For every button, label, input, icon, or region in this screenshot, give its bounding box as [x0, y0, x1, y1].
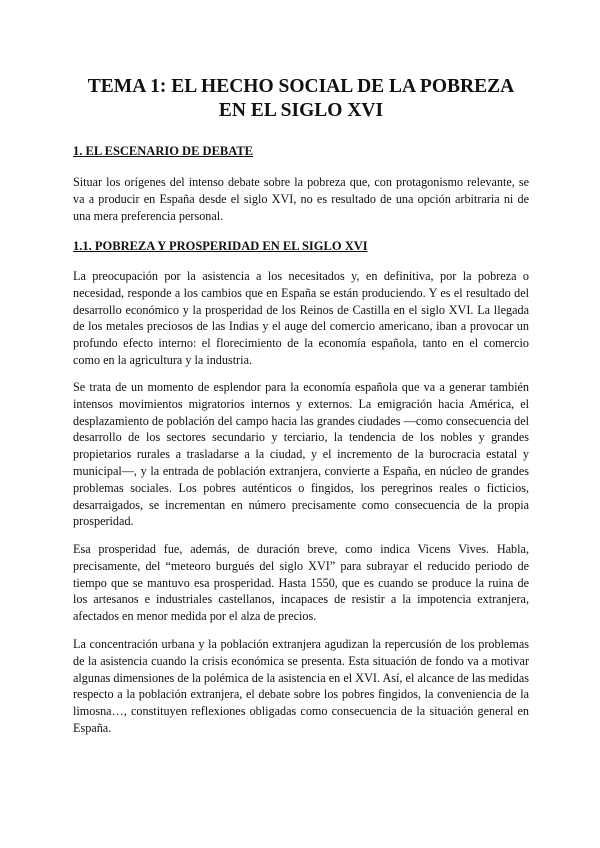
body-paragraph: La preocupación por la asistencia a los necesitados y, en definitiva, por la pobreza o necesidad, responde a los cambios que en España se están produciendo. Y es el resultado del desarrollo económico y la prosperidad de los Reinos de Castilla en el siglo XVI. La llegada de los metales preciosos de las Indias y el auge del comercio americano, iban a provocar un profundo efecto interno: el florecimiento de la economía española, tanto en el comercio como en la agricultura y la industria. — [73, 269, 529, 367]
intro-paragraph: Situar los orígenes del intenso debate sobre la pobreza que, con protagonismo relevante, se va a producir en España desde el siglo XVI, no es resultado de una opción arbitraria ni de una mera preferencia personal. — [73, 175, 529, 223]
body-paragraph: Esa prosperidad fue, además, de duración breve, como indica Vicens Vives. Habla, precisamente, del “meteoro burgués del siglo XVI” para subrayar el reducido periodo de tiempo que se mantuvo esa prosperidad. Hasta 1550, que es cuando se produce la ruina de los artesanos e industriales castellanos, incapaces de resistir a la impotencia extranjera, afectados en menor medida por el alza de precios. — [73, 542, 529, 624]
section-heading: 1. EL ESCENARIO DE DEBATE — [73, 144, 254, 158]
body-paragraph: La concentración urbana y la población extranjera agudizan la repercusión de los problemas de la asistencia cuando la crisis económica se presenta. Esta situación de fondo va a motivar algunas dimensiones de la polémica de la asistencia en el XVI. Así, el alcance de las medidas respecto a la población extranjera, el debate sobre los pobres fingidos, la conveniencia de la limosna…, constituyen reflexiones obligadas como consecuencia de la situación general en España. — [73, 637, 529, 735]
subsection-heading: 1.1. POBREZA Y PROSPERIDAD EN EL SIGLO XVI — [73, 239, 368, 253]
body-paragraph: Se trata de un momento de esplendor para la economía española que va a generar también intensos movimientos migratorios internos y externos. La emigración hacia América, el desplazamiento de población del campo hacia las grandes ciudades —como consecuencia del desarrollo de los sectores secundario y terciario, la tendencia de los nobles y grandes propietarios rurales a trasladarse a la ciudad, y el incremento de la burocracia estatal y municipal—, y la entrada de población extranjera, convierte a España, en núcleo de grandes problemas sociales. Los pobres auténticos o fingidos, los peregrinos reales o ficticios, desarraigados, se incrementan en número precisamente como consecuencia de la propia prosperidad. — [73, 380, 529, 529]
document-title: TEMA 1: EL HECHO SOCIAL DE LA POBREZA EN EL SIGLO XVI — [87, 76, 515, 121]
